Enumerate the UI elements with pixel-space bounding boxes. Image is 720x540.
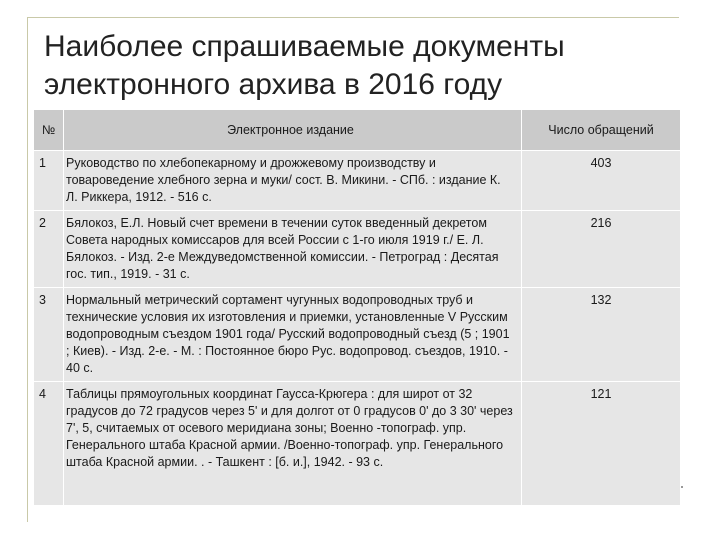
row-number: 3 [34, 288, 64, 382]
row-count: 403 [522, 151, 681, 211]
frame-left-line [27, 17, 28, 522]
frame-top-line [27, 17, 679, 18]
table-row [34, 151, 681, 211]
header-count: Число обращений [522, 110, 681, 151]
row-number: 1 [34, 151, 64, 211]
row-count: 216 [522, 211, 681, 288]
row-edition: Таблицы прямоугольных координат Гаусса-Крюгера : для широт от 32 градусов до 72 градусов через 5' и для долгот от 0 градусов 0' до 3 30' через 7', 5, считаемых от осевого меридиана зоны; Военно -топограф. упр. Генерального штаба Красной армии. /Военно-топограф. упр. Генерального штаба Красной армии. . - Ташкент : [б. и.], 1942. - 93 с. [64, 382, 522, 506]
table-row [34, 211, 681, 288]
table-row [34, 288, 681, 382]
decorative-dot [681, 486, 683, 488]
header-number: № [34, 110, 64, 151]
row-count: 132 [522, 288, 681, 382]
row-number: 2 [34, 211, 64, 288]
row-edition: Руководство по хлебопекарному и дрожжевому производству и товароведение хлебного зерна и муки/ сост. В. Микини. - СПб. : издание К. Л. Риккера, 1912. - 516 с. [64, 151, 522, 211]
slide-title: Наиболее спрашиваемые документы электронного архива в 2016 году [44, 30, 565, 101]
table-header-row [34, 110, 681, 151]
documents-table [33, 109, 681, 506]
row-edition: Бялокоз, Е.Л. Новый счет времени в течении суток введенный декретом Совета народных комиссаров для всей России с 1-го июля 1919 г./ Е. Л. Бялокоз. - Изд. 2-е Междуведомственной комиссии. - Петроград : Десятая гос. тип., 1919. - 31 с. [64, 211, 522, 288]
table-row [34, 382, 681, 506]
row-count: 121 [522, 382, 681, 506]
row-edition: Нормальный метрический сортамент чугунных водопроводных труб и технические условия их изготовления и приемки, установленные V Русским водопроводным съездом 1901 года/ Русский водопроводный съезд (5 ; 1901 ; Киев). - Изд. 2-е. - М. : Постоянное бюро Рус. водопровод. съездов, 1910. - 40 с. [64, 288, 522, 382]
header-edition: Электронное издание [64, 110, 522, 151]
row-number: 4 [34, 382, 64, 506]
